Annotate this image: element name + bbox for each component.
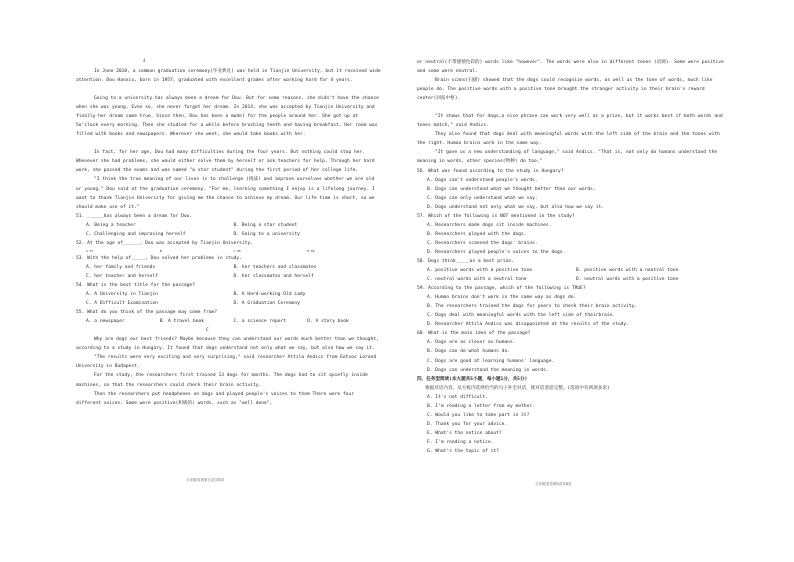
option: A.57 xyxy=(86,248,94,253)
question-55: 55. What do you think of the passage may come from? xyxy=(76,310,218,316)
option-text: C. Dogs can only understand what we say. xyxy=(427,195,538,201)
passage-c-continued-1: or neutral(不带感情色彩的) words like "however". The words were also in different tones (语调). Some were positive and some were neutral. xyxy=(417,60,724,75)
question-60: 60. What is the main idea of the passage? xyxy=(417,331,531,337)
choice-c xyxy=(417,411,725,420)
option: C. a science report xyxy=(233,319,287,325)
option xyxy=(417,239,725,248)
option: B. xyxy=(159,248,164,253)
option xyxy=(417,366,725,375)
option xyxy=(417,194,725,203)
option: D. her classmates and herself xyxy=(233,273,314,279)
option-text: B. Dogs can do what humans do. xyxy=(427,349,510,355)
option-text: C. Dogs are good at learning humans' language. xyxy=(427,358,555,364)
question-51-options-row-2 xyxy=(76,230,381,239)
page-mark: 4 xyxy=(143,58,146,63)
page-footer-right: 九年级英语第6页共8页 xyxy=(535,482,572,486)
section-4-title: 四、任务型阅读(本大题共5小题，每小题1分，共5分) xyxy=(417,376,528,382)
option: C. neutral words with a neutral tone xyxy=(427,277,527,283)
choice-f xyxy=(417,438,725,447)
choice-text: F. I'm reading a notice. xyxy=(427,439,494,445)
passage-c-paragraph-4: Then the researchers put headphones on dogs and played people's voices to them There were four different voices. Some were positive(积极的) words, such as "well done", xyxy=(76,391,354,406)
option xyxy=(417,248,725,257)
option xyxy=(417,311,725,320)
option xyxy=(417,221,725,230)
question-52-options-row xyxy=(76,248,381,254)
question-57: 57. Which of the following is NOT mentioned in the study? xyxy=(417,213,575,219)
choice-b xyxy=(417,402,725,411)
choice-text: A. It's not difficult. xyxy=(427,394,488,400)
option: C. her teacher and herself xyxy=(86,273,158,279)
question-52: 52. At the age of______, Dou was accepted by Tianjin University. xyxy=(76,240,254,246)
passage-b-paragraph-2: Going to a university has always been a dream for Dou. But for some reasons, she didn't have the chance when she was young. Even so, she never forgot her dream. In 2014, she was accepted by Tianjin University and finally her dream came true. Since then, Dou has been a model for the people around her. She got up at 5o'clock every morning. Then she studied for a while before brushing teeth and having breakfast. Her room was filled with books and newspapers. Wherever she went, she would take books with her. xyxy=(76,96,379,138)
passage-b-paragraph-3: In fact, for her age, Dou had many difficulties during the four years. But nothing could stop her. Whenever she had problems, she would either solve them by herself or ask teachers for help. Through her hard work, she passed the exams and was named "a star student" during the first period of her college life. xyxy=(76,150,375,174)
choice-text: D. Thank you for your advice. xyxy=(427,421,508,427)
option-text: A. Dogs can't understand people's words. xyxy=(427,177,538,183)
passage-c-continued-3: "It shows that for dogs,a nice phrase can work very well as a prize, but it works best if both words and tones match," said Andics. xyxy=(417,114,723,129)
option-text: D. Researcher Attila Andics was disappointed at the results of the study. xyxy=(427,322,629,328)
option: D.59 xyxy=(307,248,315,253)
option: D. A Graduation Ceremony xyxy=(233,301,300,307)
question-58: 58. Dogs think_____as a best prize. xyxy=(417,258,514,264)
question-53: 53. With the help of_____, Dou solved her problems in study. xyxy=(76,255,242,261)
passage-c-continued-4: They also found that dogs deal with meaningful words with the left side of the brain and the tones with the right. Human brains work in the same way. xyxy=(417,132,720,147)
choice-text: E. What's the notice about? xyxy=(427,430,502,436)
option-text: A. Human brains don't work in the same way as dogs do. xyxy=(427,295,577,301)
passage-c-paragraph-1: Why are dogs our best friends? Maybe because they can understand our words much better than we thought, according to a study in Hungary. It found that dogs understand not only what we say, but also how we say it. xyxy=(76,337,379,352)
option xyxy=(417,357,725,366)
option xyxy=(417,176,725,185)
section-4-instructions: 根据对话内容，从方框内选择恰当的句子补全对话，使对话意思完整。(选项中有两项多余) xyxy=(425,385,610,391)
option-text: D. Researchers played people's voices to the dogs. xyxy=(427,249,566,255)
option xyxy=(417,347,725,356)
choice-a xyxy=(417,393,725,402)
question-53-options-row-1 xyxy=(76,263,381,272)
option: A. A University in Tianjin xyxy=(86,292,158,298)
option-text: C. Researchers scanned the dogs' brains. xyxy=(427,240,538,246)
right-column xyxy=(417,58,725,456)
left-column xyxy=(76,58,381,408)
option: D. Going to a university xyxy=(233,231,300,237)
passage-b-paragraph-1: In June 2018, a common graduation ceremony(毕业典礼) was held in Tianjin University, but it received wide attention. Dou Hanxiu, born in 1957, graduated with excellent grades after working hard for 4 years. xyxy=(76,69,381,84)
option xyxy=(417,185,725,194)
option xyxy=(417,230,725,239)
option-text: B. The researchers trained the dogs for years to check their brain activity. xyxy=(427,304,638,310)
passage-c-continued-5: "It gave us a new understanding of language," said Andics. "That is, not only do humans understand the meaning in words, other species(物种) do too." xyxy=(417,150,718,165)
option-text: A. Researchers made dogs sit inside machines. xyxy=(427,222,552,228)
passage-c-continued-2: Brain scans(扫描) showed that the dogs could recognize words, as well as the tone of words, much like people do. The positive words with a positive tone brought the stronger activity in their brain's reward center(回报中枢). xyxy=(417,78,713,102)
option: D. neutral words with a positive tone xyxy=(576,277,679,283)
option-text: D. Dogs can understand the meaning in words. xyxy=(427,367,549,373)
page-footer-left: 九年级英语第五页共8页 xyxy=(186,478,225,482)
option: B. A Hard-working Old Lady xyxy=(233,292,306,298)
question-51-options-row-1 xyxy=(76,221,381,230)
option-text: D. Dogs understand not only what we say, but also how we say it. xyxy=(427,204,605,210)
question-54: 54. What is the best title for the passage? xyxy=(76,282,195,288)
choice-d xyxy=(417,420,725,429)
option: A. positive words with a positive tone xyxy=(427,268,533,274)
option: A. her family and friends xyxy=(86,264,156,270)
passage-b-paragraph-4: "I think the true meaning of our lives is to challenge (挑战) and improve ourselves whether we are old or young." Dou said at the graduation ceremony. "For me, learning something I enjoy is a lifelong journey. I want to thank Tianjin University for giving me the chance to achieve my dream. Our life time is short, so we should make use of it." xyxy=(76,177,375,210)
option-text: C. Dogs deal with meaningful words with the left side of theirbrain. xyxy=(427,313,616,319)
option-text: A. Dogs are as clever as humans. xyxy=(427,340,516,346)
passage-c-paragraph-2: "The results were very exciting and very surprising," said researcher Attila Andics from Eotvos Lorand University in Budapest. xyxy=(76,355,377,370)
choice-g xyxy=(417,447,725,456)
question-58-options-row-1 xyxy=(417,266,725,275)
option: D. A story book xyxy=(307,319,349,325)
question-55-options-row xyxy=(76,317,381,326)
option: C. Challenging and improving herself xyxy=(86,231,186,237)
option xyxy=(417,320,725,329)
option: B. A travel book xyxy=(159,319,205,325)
question-59: 59. According to the passage, which of the following is TRUE? xyxy=(417,286,586,292)
option: C.56 xyxy=(233,248,241,253)
choice-text: G. What's the topic of it? xyxy=(427,448,499,454)
option xyxy=(417,302,725,311)
option: A. Being a teacher xyxy=(86,222,136,228)
passage-c-paragraph-3: For the study, the researchers first trained 13 dogs for months. The dogs had to sit quietly inside machines, so that the researchers could check their brain activity. xyxy=(76,373,368,388)
choice-e xyxy=(417,429,725,438)
option: B. Being a star student xyxy=(233,222,298,228)
option-text: B. Dogs can understand what we thought better than our words. xyxy=(427,186,596,192)
option: B. her teachers and classmates xyxy=(233,264,317,270)
question-54-options-row-1 xyxy=(76,290,381,299)
question-58-options-row-2 xyxy=(417,275,725,284)
option xyxy=(417,293,725,302)
choice-text: C. Would you like to take part in it? xyxy=(427,412,530,418)
question-56: 56. What was found according to the study in Hungary? xyxy=(417,168,564,174)
option xyxy=(417,338,725,347)
option xyxy=(417,203,725,212)
option: C. A Difficult Examination xyxy=(86,301,158,307)
option: A. a newspaper xyxy=(86,319,125,325)
choice-text: B. I'm reading a letter from my mother. xyxy=(427,403,535,409)
passage-c-label: C xyxy=(206,328,209,334)
question-53-options-row-2 xyxy=(76,272,381,281)
option-text: B. Researchers played with the dogs. xyxy=(427,231,527,237)
option: B. positive words with a neutral tone xyxy=(576,268,679,274)
question-54-options-row-2 xyxy=(76,299,381,308)
question-51: 51. ______has always been a dream for Dou. xyxy=(76,213,193,219)
